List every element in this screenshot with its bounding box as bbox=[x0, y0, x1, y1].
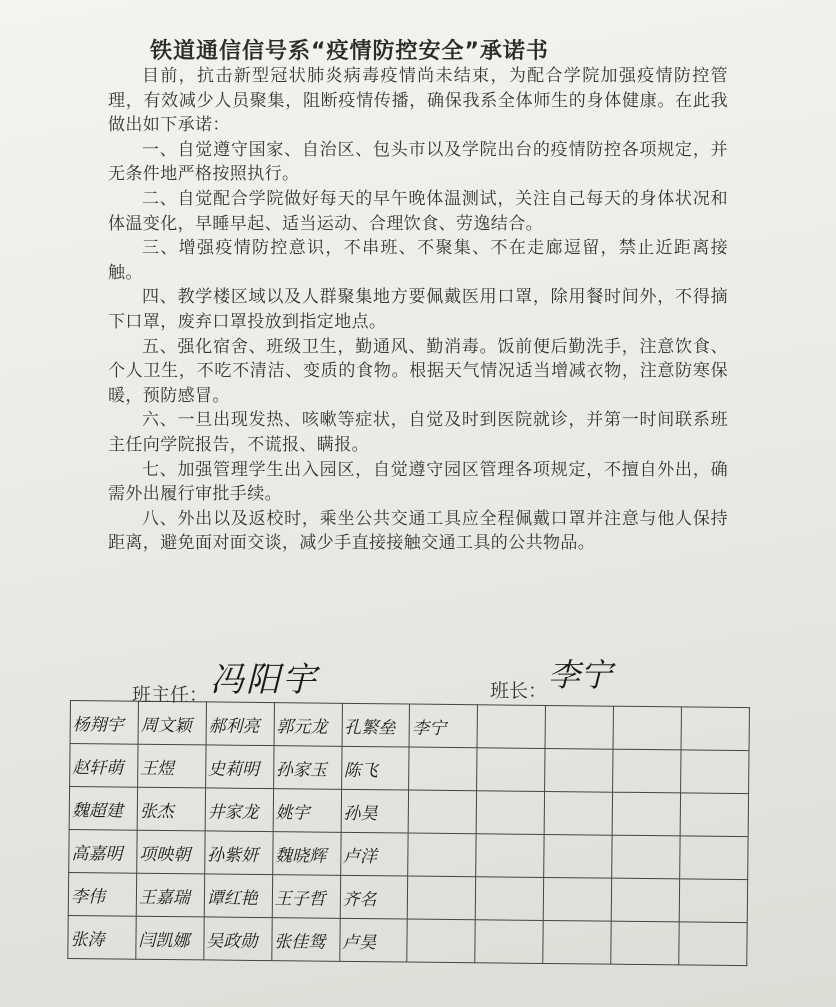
signature-cell: 郭元龙 bbox=[274, 703, 342, 747]
signature-cell: 张杰 bbox=[137, 787, 205, 831]
signature-cell: 谭红艳 bbox=[204, 874, 272, 918]
empty-signature-cell bbox=[408, 833, 476, 877]
paragraph-item-2: 二、自觉配合学院做好每天的早午晚体温测试，关注自己每天的身体状况和体温变化，早睡早起、适当运动、合理饮食、劳逸结合。 bbox=[108, 188, 728, 234]
signature-cell: 王煜 bbox=[137, 744, 205, 788]
monitor-label: 班长： bbox=[490, 680, 548, 702]
table-row bbox=[70, 701, 749, 751]
empty-signature-cell bbox=[681, 750, 749, 794]
empty-signature-cell bbox=[545, 705, 613, 749]
signature-cell: 孙紫妍 bbox=[204, 831, 272, 875]
empty-signature-cell bbox=[409, 747, 477, 791]
empty-signature-cell bbox=[409, 790, 477, 834]
empty-signature-cell bbox=[612, 835, 680, 879]
table-row bbox=[68, 915, 747, 965]
empty-signature-cell bbox=[543, 877, 611, 921]
empty-signature-cell bbox=[613, 706, 681, 750]
empty-signature-cell bbox=[611, 921, 679, 965]
signature-cell: 张佳鸳 bbox=[271, 918, 339, 962]
empty-signature-cell bbox=[680, 836, 748, 880]
signature-cell: 李伟 bbox=[68, 872, 136, 916]
paragraph-item-5: 五、强化宿舍、班级卫生，勤通风、勤消毒。饭前便后勤洗手，注意饮食、个人卫生，不吃不清洁、变质的食物。根据天气情况适当增减衣物，注意防寒保暖，预防感冒。 bbox=[108, 336, 728, 406]
signature-cell: 赵轩萌 bbox=[70, 744, 138, 788]
empty-signature-cell bbox=[544, 834, 612, 878]
table-row bbox=[68, 872, 747, 922]
signature-cell: 闫凯娜 bbox=[136, 916, 204, 960]
table-row bbox=[70, 744, 749, 794]
signature-cell: 卢洋 bbox=[340, 832, 408, 876]
signature-cell: 井家龙 bbox=[205, 788, 273, 832]
empty-signature-cell bbox=[611, 878, 679, 922]
paragraph-item-4: 四、教学楼区域以及人群聚集地方要佩戴医用口罩，除用餐时间外，不得摘下口罩，废弃口罩投放到指定地点。 bbox=[108, 287, 728, 332]
signature-cell: 李宁 bbox=[409, 704, 477, 748]
signature-cell: 齐名 bbox=[340, 875, 408, 919]
empty-signature-cell bbox=[544, 791, 612, 835]
signature-cell: 姚宇 bbox=[273, 789, 341, 833]
empty-signature-cell bbox=[613, 749, 681, 793]
signature-table bbox=[67, 700, 750, 966]
signature-cell: 孙家玉 bbox=[273, 746, 341, 790]
signature-cell: 王嘉瑞 bbox=[136, 873, 204, 917]
empty-signature-cell bbox=[476, 791, 544, 835]
paragraph-item-8: 八、外出以及返校时，乘坐公共交通工具应全程佩戴口罩并注意与他人保持距离，避免面对面交谈，减少手直接接触交通工具的公共物品。 bbox=[108, 508, 728, 554]
empty-signature-cell bbox=[476, 834, 544, 878]
empty-signature-cell bbox=[545, 748, 613, 792]
empty-signature-cell bbox=[477, 705, 545, 749]
document-title: 铁道通信信号系“疫情防控安全”承诺书 bbox=[150, 39, 549, 64]
empty-signature-cell bbox=[681, 707, 749, 751]
table-row bbox=[69, 787, 748, 837]
paragraph-item-3: 三、增强疫情防控意识，不串班、不聚集、不在走廊逗留，禁止近距离接触。 bbox=[108, 238, 728, 283]
signature-cell: 张涛 bbox=[68, 915, 136, 959]
empty-signature-cell bbox=[475, 920, 543, 964]
head-teacher-label: 班主任： bbox=[132, 684, 209, 706]
empty-signature-cell bbox=[612, 792, 680, 836]
paragraph-item-1: 一、自觉遵守国家、自治区、包头市以及学院出台的疫情防控各项规定，并无条件地严格按照执行。 bbox=[108, 139, 728, 185]
signature-cell: 项映朝 bbox=[137, 830, 205, 874]
monitor-signature: 李宁 bbox=[548, 656, 613, 694]
empty-signature-cell bbox=[680, 793, 748, 837]
table-row bbox=[69, 829, 748, 879]
signature-cell: 周文颖 bbox=[138, 701, 206, 745]
signature-cell: 孙昊 bbox=[341, 789, 409, 833]
signature-cell: 卢昊 bbox=[339, 918, 407, 962]
signature-cell: 孔繁垒 bbox=[342, 703, 410, 747]
signature-cell: 高嘉明 bbox=[69, 829, 137, 873]
empty-signature-cell bbox=[679, 879, 747, 923]
signature-cell: 王子哲 bbox=[272, 875, 340, 919]
signature-cell: 吴政勋 bbox=[204, 917, 272, 961]
empty-signature-cell bbox=[477, 748, 545, 792]
head-teacher-signature: 冯阳宇 bbox=[210, 660, 318, 700]
empty-signature-cell bbox=[679, 922, 747, 966]
signature-cell: 杨翔宇 bbox=[70, 701, 138, 745]
signature-cell: 史莉明 bbox=[205, 745, 273, 789]
empty-signature-cell bbox=[407, 919, 475, 963]
signature-cell: 陈飞 bbox=[341, 746, 409, 790]
signature-cell: 郝利亮 bbox=[206, 702, 274, 746]
signature-cell: 魏超建 bbox=[69, 787, 137, 831]
empty-signature-cell bbox=[543, 920, 611, 964]
paragraph-item-7: 七、加强管理学生出入园区，自觉遵守园区管理各项规定，不擅自外出，确需外出履行审批手续。 bbox=[108, 459, 728, 505]
empty-signature-cell bbox=[408, 876, 476, 920]
empty-signature-cell bbox=[476, 877, 544, 921]
paragraph-item-6: 六、一旦出现发热、咳嗽等症状，自觉及时到医院就诊，并第一时间联系班主任向学院报告，不谎报、瞒报。 bbox=[108, 410, 728, 455]
paragraph-intro: 目前，抗击新型冠状肺炎病毒疫情尚未结束，为配合学院加强疫情防控管理，有效减少人员聚集，阻断疫情传播，确保我系全体师生的身体健康。在此我做出如下承诺： bbox=[108, 66, 728, 136]
signature-cell: 魏晓辉 bbox=[272, 832, 340, 876]
